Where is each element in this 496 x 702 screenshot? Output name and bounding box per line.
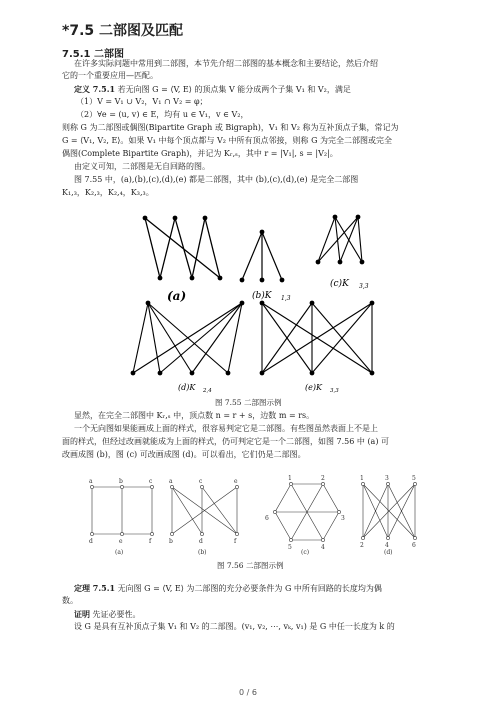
proof-line-1 — [74, 608, 141, 621]
para1-line-2: 图 7.55 中，(a),(b),(c),(d),(e) 都是二部图，其中 (b),(c),(d),(e) 是完全二部图 — [74, 175, 359, 184]
fig55-label-d-sub: 2,4 — [203, 388, 212, 394]
para1-line-1: 由定义可知，二部图是无自回路的图。 — [74, 162, 210, 171]
intro-line-1: 在许多实际问题中常用到二部图，本节先介绍二部图的基本概念和主要结论，然后介绍 — [74, 59, 378, 68]
theorem-label: 定理 7.5.1 — [74, 583, 116, 593]
fig56-d-label-3: 3 — [385, 475, 389, 482]
fig56-c-label-5: 5 — [288, 544, 292, 551]
fig56-b-label-b: b — [169, 538, 173, 545]
fig56-a-label-b: b — [119, 478, 123, 485]
page-indicator: 0 / 6 — [239, 688, 257, 697]
theorem-line-1 — [74, 582, 382, 595]
fig56-a-label-a: a — [89, 478, 93, 485]
fig56-b-edges — [172, 487, 237, 534]
definition-line-2: （1）V = V₁ ∪ V₂，V₁ ∩ V₂ = φ； — [76, 97, 208, 106]
definition-line-5: G = ⟨V₁, V₂, E⟩。如果 V₁ 中每个顶点都与 V₂ 中所有顶点邻接，则称 G 为完全二部图或完全 — [62, 136, 393, 145]
fig56-a-label-e: e — [119, 538, 123, 545]
fig55-label-e-sub: 3,3 — [330, 388, 339, 394]
section-title: *7.5 二部图及匹配 — [62, 23, 183, 39]
fig56-c-label-1: 1 — [288, 475, 292, 482]
fig56-c-label-6: 6 — [265, 515, 269, 522]
proof-label: 证明 — [74, 609, 90, 619]
fig56-sublabels — [115, 549, 393, 556]
fig56-a-label-f: f — [149, 538, 152, 545]
fig56-b-label-e: e — [234, 478, 238, 485]
fig56-b-label-a: a — [169, 478, 173, 485]
fig56-d-label-6: 6 — [412, 542, 416, 549]
theorem-text: 无向图 G = ⟨V, E⟩ 为二部图的充分必要条件为 G 中所有回路的长度均为偶 — [117, 584, 382, 593]
fig56-c-label-2: 2 — [321, 475, 325, 482]
fig56-d-label-2: 2 — [360, 542, 364, 549]
proof-first: 先证必要性。 — [92, 610, 141, 619]
fig56-b-label-d: d — [199, 538, 203, 545]
definition-line-6: 偶图(Complete Bipartite Graph)，并记为 Kᵣ,ₛ，其中 r = |V₁|, s = |V₂|。 — [62, 149, 338, 158]
intro-line-2: 它的一个重要应用—匹配。 — [62, 71, 158, 80]
fig56-d-label-1: 1 — [360, 475, 364, 482]
fig56-c-edges — [275, 484, 339, 540]
fig55-caption: 图 7.55 二部图示例 — [215, 398, 282, 407]
fig56-a-label-c: c — [149, 478, 153, 485]
fig55-label-a: (a) — [167, 289, 187, 303]
fig56-c-label-4: 4 — [321, 544, 325, 551]
definition-label: 定义 7.5.1 — [74, 84, 116, 94]
theorem-line-2: 数。 — [62, 596, 78, 605]
definition-line-3: （2）∀e = (u, v) ∈ E，均有 u ∈ V₁，v ∈ V₂， — [76, 110, 249, 119]
fig56-b-label-f: f — [234, 538, 237, 545]
fig56-caption: 图 7.56 二部图示例 — [217, 561, 284, 570]
definition-line-4: 则称 G 为二部图或偶图(Bipartite Graph 或 Bigraph)，V₁ 和 V₂ 称为互补顶点子集，常记为 — [62, 123, 399, 132]
fig55-label-c: (c)K — [330, 279, 349, 289]
para2-line-2: 一个无向图如果能画成上面的样式，很容易判定它是二部图。有些图虽然表面上不是上 — [74, 424, 378, 433]
fig55-label-e: (e)K — [305, 383, 322, 392]
fig56-d-label-5: 5 — [412, 475, 416, 482]
fig56-d-edges — [363, 484, 415, 538]
para2-line-3: 面的样式，但经过改画就能成为上面的样式，仍可判定它是一个二部图，如图 7.56 中 (a) 可 — [62, 437, 389, 446]
para2-line-1: 显然，在完全二部图中 Kᵣ,ₛ 中，顶点数 n = r + s，边数 m = rs。 — [74, 411, 315, 420]
fig56-sublabel-a: (a) — [115, 549, 124, 556]
fig55-label-d: (d)K — [178, 383, 196, 392]
fig55-label-c-sub: 3,3 — [359, 283, 369, 290]
fig56-a-edges — [92, 487, 152, 534]
definition-text: 若无向图 G = ⟨V, E⟩ 的顶点集 V 能分成两个子集 V₁ 和 V₂，满足 — [117, 85, 351, 94]
fig56-sublabel-b: (b) — [198, 549, 207, 556]
fig56-a-label-d: d — [89, 538, 93, 545]
fig55-label-b: (b)K — [252, 291, 272, 301]
fig56-d-label-4: 4 — [385, 542, 389, 549]
proof-line-2: 设 G 是具有互补顶点子集 V₁ 和 V₂ 的二部图。(v₁, v₂, ⋯, vₖ, v₁) 是 G 中任一长度为 k 的 — [74, 622, 395, 631]
fig56-c-label-3: 3 — [341, 515, 345, 522]
fig56-c-labels — [265, 475, 345, 551]
fig56-sublabel-d: (d) — [384, 549, 393, 556]
subsection-title: 7.5.1 二部图 — [62, 49, 124, 60]
fig55-label-b-sub: 1,3 — [281, 295, 291, 302]
para1-line-3: K₁,₃，K₂,₃，K₂,₄，K₃,₃。 — [62, 188, 154, 197]
fig56-sublabel-c: (c) — [301, 549, 310, 556]
fig56-b-label-c: c — [199, 478, 203, 485]
para2-line-4: 改画成图 (b)，图 (c) 可改画成图 (d)。可以看出，它们仍是二部图。 — [62, 450, 306, 459]
